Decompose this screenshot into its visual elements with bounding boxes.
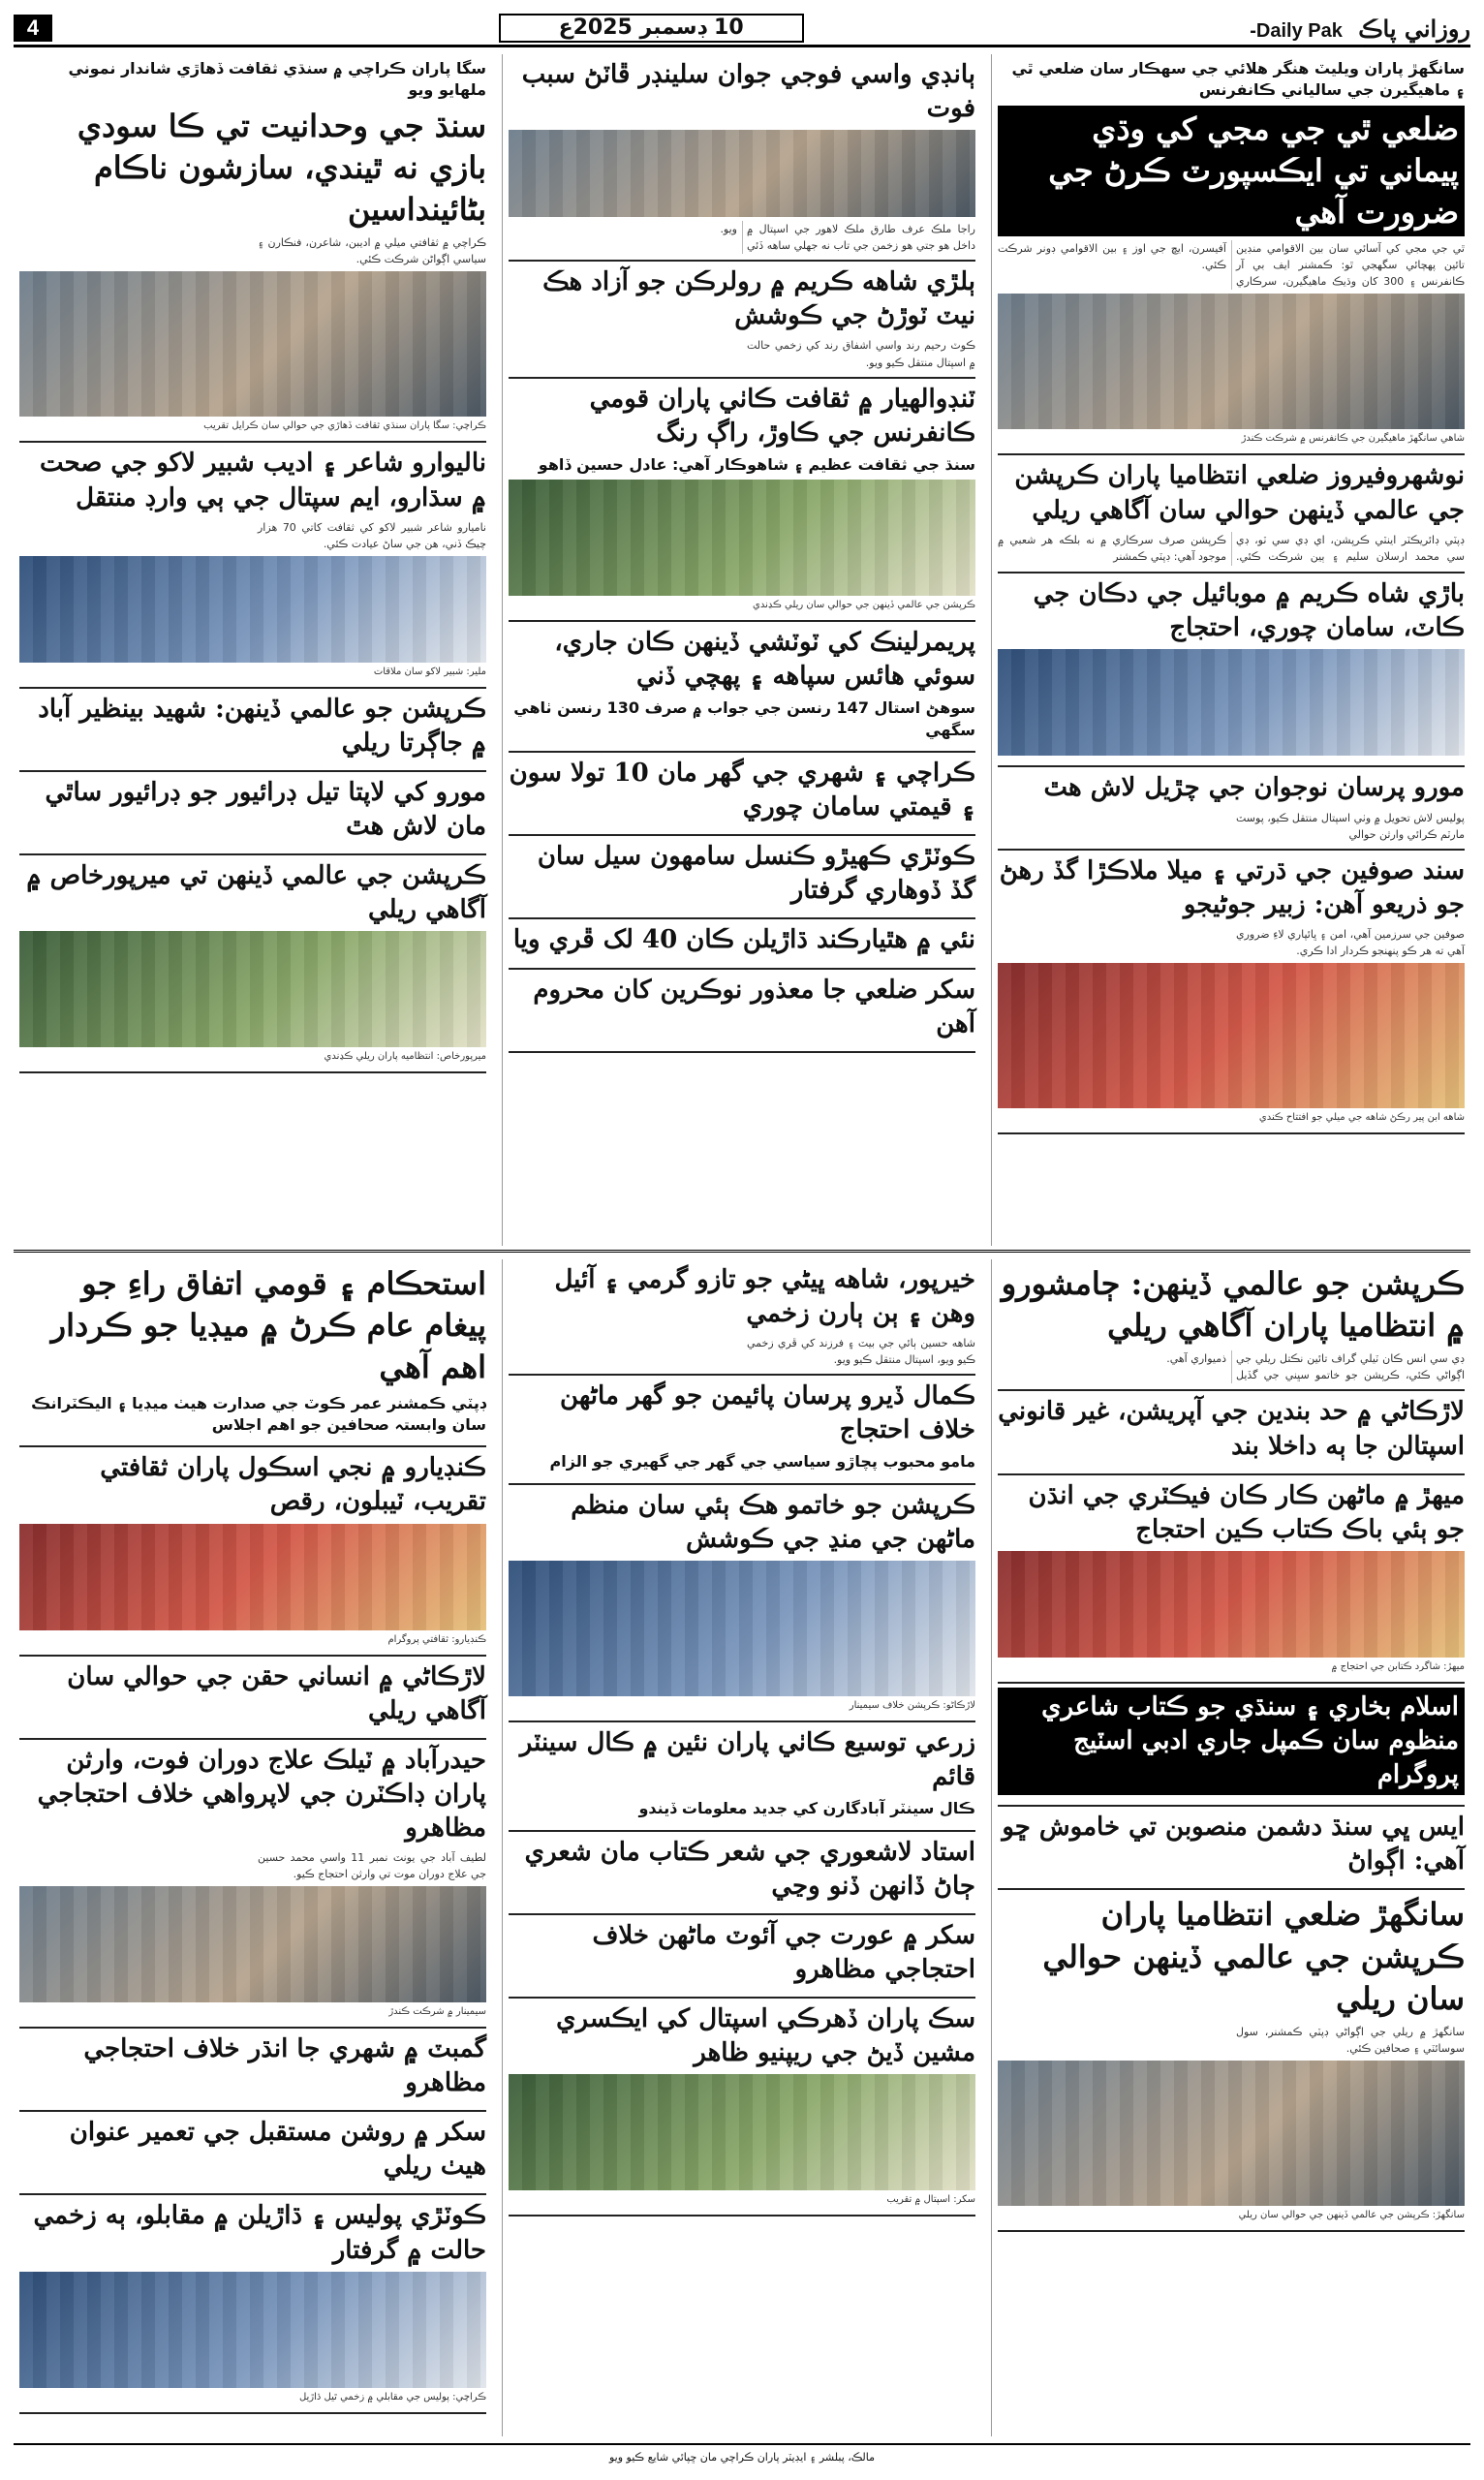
story-headline: ڪرپشن جي عالمي ڏينهن تي ميرپورخاص ۾ آگاهي ريلي (26, 861, 486, 925)
story-body: پوليس لاش تحويل ۾ وٺي اسپتال منتقل ڪيو، پوسٽ مارٽم ڪرائي وارثن حوالي (1236, 811, 1465, 841)
story-photo (509, 1561, 975, 1696)
story (19, 1447, 486, 1656)
story (19, 2195, 486, 2413)
story-headline: استاد لاشعوري جي شعر ڪتاب مان شعري ڄاڻ ڏانهن ڏنو وڃي (524, 1837, 975, 1901)
page-number: 4 (14, 15, 52, 42)
story (19, 443, 486, 688)
story-headline: لاڙڪاڻي ۾ انساني حقن جي حوالي سان آگاهي ريلي (67, 1661, 486, 1725)
top-column-right (991, 54, 1470, 1246)
story-subhead: ڊپٽي ڪمشنر عمر ڪوٽ جي صدارت هيٺ ميڊيا ۽ اليڪٽرانڪ سان وابستہ صحافين جو اهم اجلاس (31, 1393, 486, 1434)
photo-caption: ڪرپشن جي عالمي ڏينهن جي حوالي سان ريلي ڪڍندي (753, 600, 975, 611)
story-headline: ٻانڊي واسي فوجي جوان سلينڊر ڦاٽڻ سبب فوت (521, 60, 975, 124)
story (509, 970, 975, 1053)
top-column-middle (502, 54, 981, 1246)
photo-caption: ڪنڊيارو: ثقافتي پروگرام (387, 1633, 486, 1645)
story-headline: ايس ڀي سنڌ دشمن منصوبن تي خاموش ڇو آهي: اڳواڻ (1002, 1813, 1465, 1876)
story-headline: ڪرپشن جو عالمي ڏينهن: شهيد بينظير آباد ۾ جاڳرتا ريلي (38, 694, 486, 758)
bottom-section (14, 1259, 1470, 2436)
story-headline: سکر ضلعي جا معذور نوڪرين کان محروم آهن (533, 975, 975, 1038)
photo-caption: ڪراچي: سگا پاران سنڌي ثقافت ڏهاڙي جي حوالي سان ڪرايل تقريب (203, 420, 486, 432)
story-headline: سنڌ جي وحدانيت تي ڪا سودي بازي نه ٿيندي، سازشون ناڪام بڻائينداسين (77, 107, 486, 229)
photo-caption: ڪراچي: پوليس جي مقابلي ۾ زخمي ٿيل ڌاڙيل (298, 2391, 486, 2402)
photo-caption: شاهه ابن پير رڪڻ شاهه جي ميلي جو افتتاح ڪندي (1258, 1111, 1465, 1123)
photo-caption: سکر: اسپتال ۾ تقريب (886, 2194, 975, 2206)
issue-date: 10 ڊسمبر 2025ع (499, 14, 804, 43)
story (509, 1259, 975, 1376)
story-headline: ڪمال ڏيرو پرسان پائيمن جو گهر ماڻهن خلاف احتجاج (560, 1381, 975, 1445)
top-column-left (14, 54, 492, 1246)
story-headline: سانگهڙ ضلعي انتظاميا پاران ڪرپشن جي عالمي ڏينهن حوالي سان ريلي (1042, 1896, 1465, 2017)
story-headline: ڪوٽڙي پوليس ۽ ڌاڙيلن ۾ مقابلو، ٻه زخمي حالت ۾ گرفتار (33, 2201, 486, 2265)
story (509, 753, 975, 836)
bottom-column-left (14, 1259, 492, 2436)
photo-caption: ملير: شبير لاکو سان ملاقات (373, 666, 486, 677)
story (19, 772, 486, 855)
story-subhead: مامو محبوب پچاڙو سياسي جي گهر جي گهيري جو الزام (549, 1452, 975, 1472)
story (19, 1259, 486, 1447)
story-body: ڪوٽ رحيم رند واسي اشفاق رند کي زخمي حالت ۾ اسپتال منتقل ڪيو ويو. (747, 339, 975, 369)
story-headline: حيدرآباد ۾ ٽيلڪ علاج دوران فوت، وارثن پاران ڊاڪٽرن جي لاپرواهي خلاف احتجاجي مظاهرو (37, 1745, 486, 1843)
story-subhead: سنڌ جي ثقافت عظيم ۽ شاهوڪار آهي: عادل حسين ڏاهو (538, 454, 975, 474)
story (998, 1684, 1465, 1807)
story (509, 1485, 975, 1722)
story (998, 1259, 1465, 1391)
story-headline: سکر ۾ روشن مستقبل جي تعمير عنوان هيٺ ريلي (69, 2118, 486, 2182)
story-photo (998, 649, 1465, 756)
story-photo (19, 1886, 486, 2002)
masthead (14, 12, 1470, 47)
story-photo (19, 2272, 486, 2388)
story (509, 1999, 975, 2216)
story-photo (509, 2074, 975, 2190)
story-body: راجا ملڪ عرف طارق ملڪ لاهور جي اسپتال ۾ داخل هو جتي هو زخمن جي تاب نه جهلي ساهه ڏئي ويو. (720, 223, 975, 253)
bottom-column-right (991, 1259, 1470, 2436)
photo-caption: لاڙڪاڻو: ڪرپشن خلاف سيمينار (849, 1700, 975, 1712)
top-section (14, 54, 1470, 1246)
story-headline: سکر ۾ عورت جي آئوٽ ماڻهن خلاف احتجاجي مظاهرو (592, 1920, 975, 1984)
story-headline: ڪرپشن جو خاتمو هڪ ٻئي سان منظم ماڻهن جي منڍ جي ڪوشش (571, 1490, 975, 1554)
story-kicker: سگا پاران ڪراچي ۾ سنڌي ثقافت ڏهاڙي شاندار نموني ملهايو ويو (68, 59, 486, 100)
story (509, 54, 975, 262)
story-headline: ڪوٽڙي ڪهيڙو ڪنسل سامهون سيل سان گڏ ڏوهاري گرفتار (537, 842, 975, 906)
story (19, 855, 486, 1073)
story-headline: مورو کي لاپتا تيل ڊرائيور جو ڊرائيور ساٿي مان لاش هٿ (45, 777, 486, 841)
story-headline: نوشهروفيروز ضلعي انتظاميا پاران ڪرپشن جي عالمي ڏينهن حوالي سان آگاهي ريلي (1014, 461, 1465, 525)
story-kicker: سانگهڙ پاران ويليٽ هنگر هلائي جي سهڪار سان ضلعي ٿي ۽ ماهيگيرن جي سالياني ڪانفرنس (1011, 59, 1465, 100)
story-headline: ڪنڊيارو ۾ نجي اسڪول پاران ثقافتي تقريب، ٽيبلون، رقص (100, 1453, 486, 1517)
story-photo (19, 556, 486, 663)
section-divider (14, 1250, 1470, 1253)
story-headline: مورو پرسان نوجوان جي چڙيل لاش هٿ (1043, 773, 1465, 803)
story-body: لطيف آباد جي يونٽ نمبر 11 واسي محمد حسين جي علاج دوران موت تي وارثن احتجاج ڪيو. (258, 1851, 486, 1881)
story-body: ناميارو شاعر شبير لاکو کي ثقافت کاتي 70 هزار چيڪ ڏني، هن جي ساڻ عيادت ڪئي. (258, 520, 486, 550)
photo-caption: سيمينار ۾ شرڪت ڪندڙ (388, 2006, 486, 2018)
story-headline: ٽنڊوالهيار ۾ ثقافت ڪاٺي پاران قومي ڪانفرنس جي ڪاوڙ، راڳ رنگ (589, 384, 975, 448)
story-headline: خيرپور، شاهه ڀيڻي جو تازو گرمي ۽ آئيل وهن ۽ ٻن ٻارن زخمي (554, 1265, 975, 1329)
story (998, 1391, 1465, 1474)
story-subhead: ڪال سينٽر آبادگارن کي جديد معلومات ڏيندو (638, 1799, 975, 1818)
story (509, 1832, 975, 1915)
story-photo (19, 931, 486, 1047)
story (509, 1915, 975, 1999)
story-headline: ضلعي ٿي جي مجي کي وڌي پيماني تي ايڪسپورٽ ڪرڻ جي ضرورت آهي (998, 106, 1465, 237)
story (509, 379, 975, 623)
story (998, 851, 1465, 1134)
story-headline: ناليوارو شاعر ۽ اديب شبير لاکو جي صحت ۾ سڌارو، ايم سپتال جي ٻي وارڊ منتقل (39, 449, 486, 512)
story-headline: ٻلڙي شاهه ڪريم ۾ رولرڪن جو آزاد هڪ نيٽ ٽوڙڻ جي ڪوشش (542, 267, 975, 331)
story-body: سانگهڙ ۾ ريلي جي اڳواڻي ڊپٽي ڪمشنر، سول سوسائٽي ۽ صحافين ڪئي. (1236, 2025, 1465, 2055)
photo-caption: ميرپورخاص: انتظاميه پاران ريلي ڪڍندي (324, 1051, 486, 1063)
story-photo (19, 1524, 486, 1630)
story-headline: اسلام بخاري ۽ سنڌي جو ڪتاب شاعري منظوم سان ڪمپل جاري ادبي اسٽيج پروگرام (998, 1688, 1465, 1795)
story-headline: باڙي شاه ڪريم ۾ موبائيل جي دڪان جي ڪاٽ، سامان چوري، احتجاج (1033, 579, 1465, 643)
story-headline: استحڪام ۽ قومي اتفاق راءِ جو پيغام عام ڪرڻ ۾ ميڊيا جو ڪردار اهم آهي (50, 1265, 486, 1386)
story-headline: پريمرلينڪ کي ٽوٽشي ڏينهن ڪان جاري، سوئي هائس سپاهه ۽ پهچي ڏني (554, 628, 975, 692)
story (998, 54, 1465, 455)
photo-caption: شاهي سانگهڙ ماهيگيرن جي ڪانفرنس ۾ شرڪت ڪندڙ (1241, 433, 1465, 445)
photo-caption: سانگهڙ: ڪرپشن جي عالمي ڏينهن جي حوالي سان ريلي (1238, 2209, 1465, 2220)
story-headline: لاڙڪاڻي ۾ حد بندين جي آپريشن، غير قانوني اسپتالن جا ٻه داخلا بند (998, 1397, 1465, 1461)
story (509, 1722, 975, 1832)
story (19, 1657, 486, 1740)
story (998, 767, 1465, 850)
story (509, 622, 975, 753)
story (509, 836, 975, 919)
story (19, 2029, 486, 2112)
story-headline: نئي ۾ هٿيارڪند ڌاڙيلن ڪان 40 لک ڦري ويا (512, 925, 975, 955)
story (998, 1475, 1465, 1684)
story-headline: ڪرپشن جو عالمي ڏينهن: ڄامشورو ۾ انتظاميا پاران آگاهي ريلي (1001, 1265, 1465, 1345)
story (509, 262, 975, 378)
story (998, 455, 1465, 574)
story (19, 689, 486, 772)
story-photo (998, 294, 1465, 429)
story-photo (998, 1551, 1465, 1658)
story (998, 1890, 1465, 2232)
story-headline: ميهڙ ۾ ماڻهن ڪار ڪان فيڪٽري جي انڌن جو ٻئي باڪ ڪتاب ڪين احتجاج (1028, 1480, 1465, 1544)
name-english: Daily Pak- (1250, 19, 1343, 42)
story-photo (998, 2061, 1465, 2206)
story-body: شاهه حسين ٻائي جي بيٽ ۽ فرزند کي ڦري زخمي ڪيو ويو، اسپتال منتقل ڪيو ويو. (747, 1337, 975, 1367)
story (509, 919, 975, 969)
story-headline: ڪراچي ۽ شهري جي گهر مان 10 تولا سون ۽ قيمتي سامان چوري (509, 759, 975, 822)
story-body: ڊي سي انس ڪان ٽيلي گراف تائين نڪتل ريلي جي اڳواڻي ڪئي، ڪرپشن جو خاتمو سڀني جي گڏيل ذميواري آهي. (1166, 1352, 1465, 1382)
story (19, 2112, 486, 2195)
page-footer: مالڪ، پبلشر ۽ ايڊيٽر پاران ڪراچي مان ڇپائي شايع ڪيو ويو (14, 2443, 1470, 2470)
story-photo (509, 480, 975, 596)
story (19, 1740, 486, 2029)
story-body: ڊپٽي ڊائريڪٽر اينٽي ڪرپشن، اي ڊي سي ٽو، ڊي سي محمد ارسلان سليم ۽ ٻين شرڪت ڪئي. ڪرپشن صرف سرڪاري ۾ نه بلڪه هر شعبي ۾ موجود آهي: ڊپٽي ڪمشنر (998, 533, 1465, 563)
bottom-column-middle (502, 1259, 981, 2436)
story-body: ٿي جي مجي کي آسائي سان بين الاقوامي منڊين تائين پهچائي سگهجي ٿو: ڪمشنر ايف بي آر ڪانفرنس ۽ 300 کان وڌيڪ ماهيگيرن، سرڪاري آفيسرن، ايڇ جي اوز ۽ بين الاقوامي ڊونر شرڪت ڪئي. (998, 242, 1465, 289)
story (509, 1376, 975, 1485)
story-headline: سڪ پاران ڏهرڪي اسپتال کي ايڪسري مشين ڏيڻ جي ريپنيو ظاهر (556, 2004, 975, 2068)
story-photo (998, 963, 1465, 1108)
story (998, 574, 1465, 767)
story-headline: گمبٽ ۾ شهري جا انڌر خلاف احتجاجي مظاهرو (83, 2034, 486, 2098)
story-subhead: سوهڻ استال 147 رنسن جي جواب ۾ صرف 130 رنسن ٺاهي سگهي (513, 698, 975, 739)
story-photo (19, 271, 486, 417)
story (19, 54, 486, 443)
story-body: ڪراچي ۾ ثقافتي ميلي ۾ اديبن، شاعرن، فنڪارن ۽ سياسي اڳواڻن شرڪت ڪئي. (258, 236, 486, 266)
story-headline: زرعي توسيع ڪاٺي پاران نئين ۾ ڪال سينٽر قائم (519, 1728, 975, 1792)
story (998, 1807, 1465, 1890)
photo-caption: ميهڙ: شاگرد ڪتابن جي احتجاج ۾ (1331, 1660, 1465, 1672)
story-body: صوفين جي سرزمين آهي، امن ۽ ڀائپاري لاءِ ضروري آهي ته هر ڪو پنهنجو ڪردار ادا ڪري. (1236, 927, 1465, 957)
newspaper-name (1250, 15, 1470, 43)
story-headline: سند صوفين جي ڌرتي ۽ ميلا ملاڪڙا گڏ رهڻ جو ذريعو آهن: زبير جوڻيجو (999, 855, 1465, 919)
story-photo (509, 130, 975, 217)
name-urdu: روزاني پاڪ (1358, 14, 1470, 43)
